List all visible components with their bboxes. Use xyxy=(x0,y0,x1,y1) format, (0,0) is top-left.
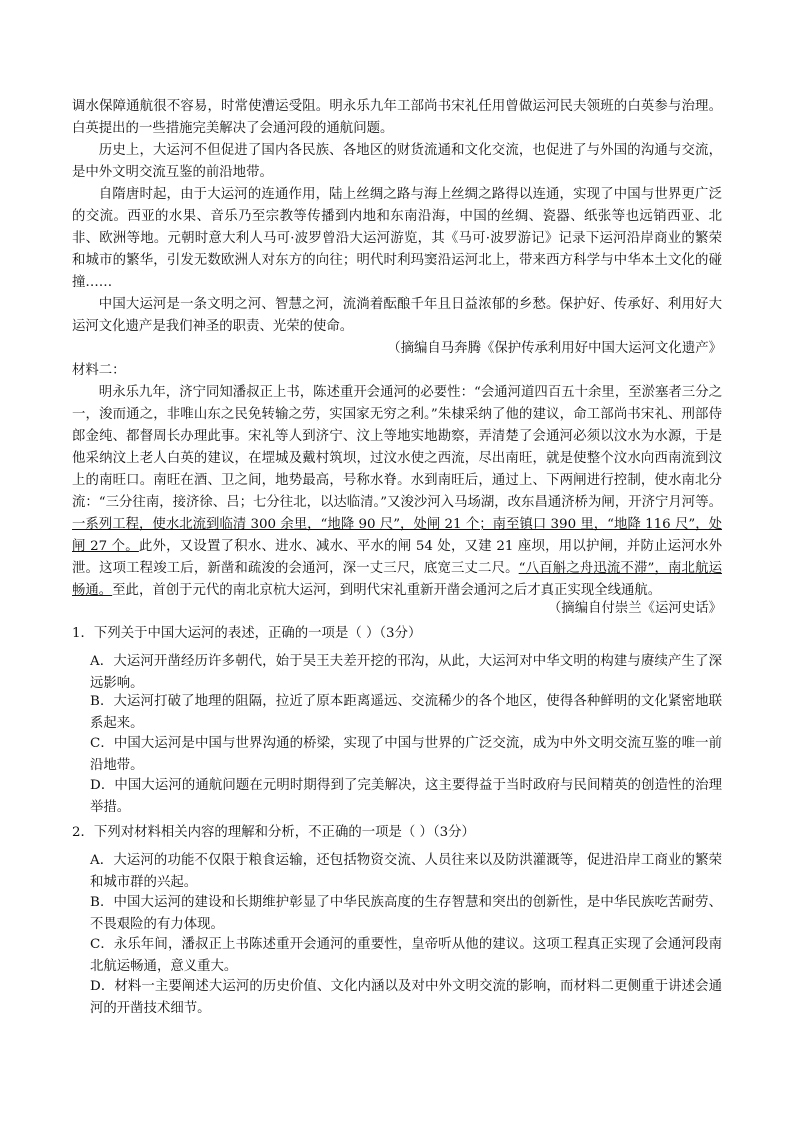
material1-paragraph-history: 历史上，大运河不但促进了国内各民族、各地区的财货流通和文化交流，也促进了与外国的沟通与交流，是中外文明交流互鉴的前沿地带。 xyxy=(72,143,722,180)
question-2-option-b: B．中国大运河的建设和长期维护彰显了中华民族高度的生存智慧和突出的创新性，是中华民族吃苦耐劳、不畏艰险的有力体现。 xyxy=(90,895,722,932)
material2-source: （摘编自付崇兰《运河史话》 xyxy=(547,601,722,616)
material2-text-part1: 明永乐九年，济宁同知潘叔正上书，陈述重开会通河的必要性：“会通河道四百五十余里，至淤塞者三分之一，浚而通之，非唯山东之民免转输之劳，实国家无穷之利。”朱棣采纳了他的建议，命工部尚书宋礼、刑部侍郎金纯、都督周长办理此事。宋礼等人到济宁、汶上等地实地勘察，弄清楚了会通河必须以汶水为水源，于是他采纳汶上老人白英的建议，在堽城及戴村筑坝，过汶水使之西流，尽出南旺，就是使整个汶水向西南流到汶上的南旺口。南旺在酒、卫之间，地势最高，号称水脊。水到南旺后，通过上、下两闸进行控制，使水南北分流：“三分往南，接济徐、吕；七分往北，以达临清。”又浚沙河入马场湖，改东昌通济桥为闸，开济宁月河等。 xyxy=(72,385,722,510)
material1-paragraph-conclusion: 中国大运河是一条文明之河、智慧之河，流淌着酝酿千年且日益浓郁的乡愁。保护好、传承好、利用好大运河文化遗产是我们神圣的职责、光荣的使命。 xyxy=(72,297,722,334)
material2-text-part2: 此外，又设置了积水、进水、减水、平水的闸 54 处，又建 21 座坝，用以护闸，并防止运河水外泄。这项工程竣工后，新凿和疏浚的会通河，深一丈三尺，底宽三丈二尺。 xyxy=(72,539,722,576)
material2-underlined-text-1: 一系列工程，使水北流到临清 300 余里，“地降 90 尺”，处闸 21 个；南至镇口 390 里，“地降 116 尺”，处闸 27 个。 xyxy=(72,517,722,554)
question-1-option-c: C．中国大运河是中国与世界沟通的桥梁，实现了中国与世界的广泛交流，成为中外文明交流互鉴的唯一前沿地带。 xyxy=(90,736,722,773)
material1-paragraph-silk-road: 自隋唐时起，由于大运河的连通作用，陆上丝绸之路与海上丝绸之路得以连通，实现了中国与世界更广泛的交流。西亚的水果、音乐乃至宗教等传播到内地和东南沿海，中国的丝绸、瓷器、纸张等也远销西亚、北非、欧洲等地。元朝时意大利人马可·波罗曾沿大运河游览，其《马可·波罗游记》记录下运河沿岸商业的繁荣和城市的繁华，引发无数欧洲人对东方的向往；明代时利玛窦沿运河北上，带来西方科学与中华本土文化的碰撞…… xyxy=(72,187,722,290)
question-2-stem: 2．下列对材料相关内容的理解和分析，不正确的一项是（ ）（3分） xyxy=(72,825,475,840)
material2-paragraph xyxy=(72,382,722,602)
material2-label: 材料二： xyxy=(72,363,126,378)
question-2-option-d: D．材料一主要阐述大运河的历史价值、文化内涵以及对中外文明交流的影响，而材料二更侧重于讲述会通河的开凿技术细节。 xyxy=(90,979,722,1016)
question-1-option-a: A．大运河开凿经历许多朝代，始于吴王夫差开挖的邗沟，从此，大运河对中华文明的构建与赓续产生了深远影响。 xyxy=(90,654,722,691)
material1-paragraph-continuation: 调水保障通航很不容易，时常使漕运受阻。明永乐九年工部尚书宋礼任用曾做运河民夫领班的白英参与治理。白英提出的一些措施完美解决了会通河段的通航问题。 xyxy=(72,99,722,136)
question-1-stem: 1．下列关于中国大运河的表述，正确的一项是（ ）（3分） xyxy=(72,626,422,641)
question-1-option-b: B．大运河打破了地理的阻隔，拉近了原本距离遥远、交流稀少的各个地区，使得各种鲜明的文化紧密地联系起来。 xyxy=(90,694,722,731)
material1-source: （摘编自马奔腾《保护传承利用好中国大运河文化遗产》 xyxy=(387,341,722,356)
material2-text-part3: 至此，首创于元代的南北京杭大运河，到明代宋礼重新开凿会通河之后才真正实现全线通航。 xyxy=(112,583,662,598)
question-2-option-c: C．永乐年间，潘叔正上书陈述重开会通河的重要性，皇帝听从他的建议。这项工程真正实现了会通河段南北航运畅通，意义重大。 xyxy=(90,937,722,974)
material2-underlined-text-2: “八百斛之舟迅流不滞”，南北航运畅通。 xyxy=(72,561,722,598)
question-2-option-a: A．大运河的功能不仅限于粮食运输，还包括物资交流、人员往来以及防洪灌溉等，促进沿岸工商业的繁荣和城市群的兴起。 xyxy=(90,853,722,890)
question-1-option-d: D．中国大运河的通航问题在元明时期得到了完美解决，这主要得益于当时政府与民间精英的创造性的治理举措。 xyxy=(90,778,722,815)
